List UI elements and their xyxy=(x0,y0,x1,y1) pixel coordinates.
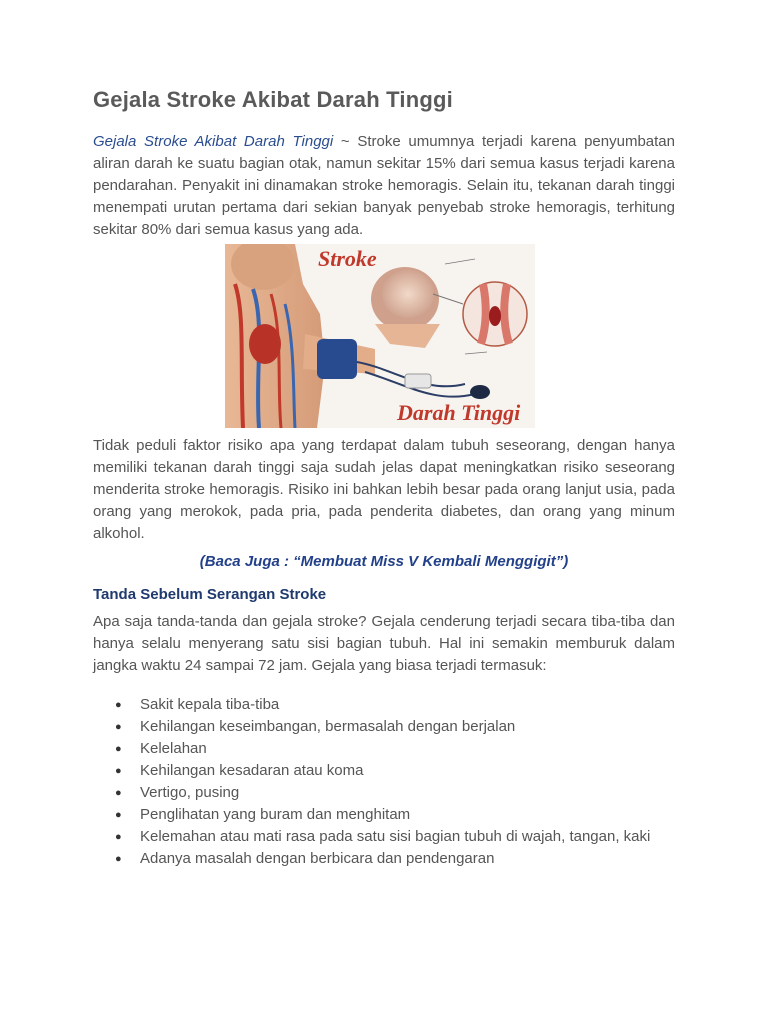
symptom-list xyxy=(93,694,675,870)
intro-paragraph xyxy=(93,131,675,241)
list-item xyxy=(93,804,675,826)
symptom-text: Kehilangan kesadaran atau koma xyxy=(140,762,364,779)
bullet-icon: ● xyxy=(115,831,122,843)
bullet-icon: ● xyxy=(115,809,122,821)
list-item xyxy=(93,826,675,848)
symptom-text: Kelemahan atau mati rasa pada satu sisi bagian tubuh di wajah, tangan, kaki xyxy=(140,828,651,845)
section-paragraph: Apa saja tanda-tanda dan gejala stroke? Gejala cenderung terjadi secara tiba-tiba dan hanya selalu menyerang satu sisi bagian tubuh. Hal ini semakin memburuk dalam jangka waktu 24 sampai 72 jam. Gejala yang biasa terjadi termasuk: xyxy=(93,613,675,674)
bullet-icon: ● xyxy=(115,853,122,865)
symptom-text: Adanya masalah dengan berbicara dan pendengaran xyxy=(140,850,495,867)
bullet-icon: ● xyxy=(115,699,122,711)
symptom-text: Kehilangan keseimbangan, bermasalah dengan berjalan xyxy=(140,718,516,735)
bullet-icon: ● xyxy=(115,721,122,733)
article xyxy=(93,86,675,870)
paragraph-risk-factors: Tidak peduli faktor risiko apa yang terdapat dalam tubuh seseorang, dengan hanya memiliki tekanan darah tinggi saja sudah jelas dapat meningkatkan risiko seseorang menderita stroke hemoragis. Risiko ini bahkan lebih besar pada orang lanjut usia, pada orang yang merokok, pada pria, pada penderita diabetes, dan orang yang minum alkohol. xyxy=(93,437,675,542)
stroke-hypertension-illustration xyxy=(225,244,535,428)
intro-text: ~ Stroke umumnya terjadi karena penyumbatan aliran darah ke suatu bagian otak, namun sekitar 15% dari semua kasus terjadi karena pendarahan. Penyakit ini dinamakan stroke hemoragis. Selain itu, tekanan darah tinggi menempati urutan pertama dari sekian banyak penyebab stroke hemoragis, terhitung sekitar 80% dari semua kasus yang ada. xyxy=(93,133,675,238)
figure-label-stroke: Stroke xyxy=(318,246,377,271)
symptom-text: Vertigo, pusing xyxy=(140,784,240,801)
page-title: Gejala Stroke Akibat Darah Tinggi xyxy=(93,87,453,112)
symptom-text: Sakit kepala tiba-tiba xyxy=(140,696,280,713)
figure-label-darah-tinggi: Darah Tinggi xyxy=(397,400,521,425)
bullet-icon: ● xyxy=(115,765,122,777)
list-item xyxy=(93,694,675,716)
illustration-graphic xyxy=(225,244,535,428)
list-item xyxy=(93,716,675,738)
symptom-text: Penglihatan yang buram dan menghitam xyxy=(140,806,411,823)
title-link[interactable]: Gejala Stroke Akibat Darah Tinggi xyxy=(93,133,334,150)
list-item xyxy=(93,738,675,760)
section-heading: Tanda Sebelum Serangan Stroke xyxy=(93,586,327,603)
bullet-icon: ● xyxy=(115,787,122,799)
bullet-icon: ● xyxy=(115,743,122,755)
list-item xyxy=(93,848,675,870)
list-item xyxy=(93,782,675,804)
symptom-text: Kelelahan xyxy=(140,740,207,757)
read-also-link[interactable]: (Baca Juga : “Membuat Miss V Kembali Menggigit”) xyxy=(199,553,569,570)
list-item xyxy=(93,760,675,782)
